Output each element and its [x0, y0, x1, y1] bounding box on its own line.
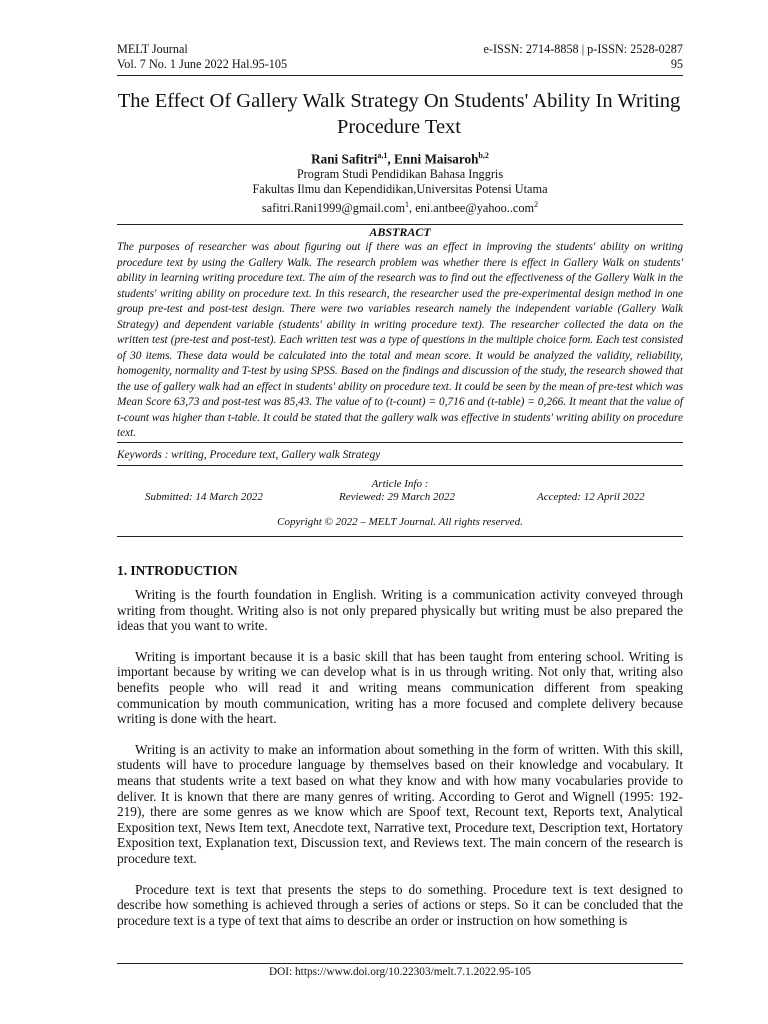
- author-name: Rani Safitri: [311, 151, 378, 167]
- date-submitted: Submitted: 14 March 2022: [145, 491, 263, 503]
- info-bottom-rule: [117, 536, 683, 537]
- journal-issn: e-ISSN: 2714-8858 | p-ISSN: 2528-0287: [483, 42, 683, 56]
- author-separator: ,: [387, 151, 395, 167]
- running-header-right: [484, 42, 683, 72]
- body-paragraph: Writing is an activity to make an information about something in the form of written. With this skill, students will have to procedure language by themselves based on their knowledge and vocabulary. It means that students write a text based on what they know and with how many vocabularies provide to deliver. It is known that there are many genres of writing. According to Gerot and Wignell (1995: 192-219), there are some genres as we know which are Spoof text, Recount text, Reports text, Analytical Exposition text, News Item text, Anecdote text, Narrative text, Procedure text, Description text, Hortatory Exposition text, Explanation text, Discussion text, and Reviews text. The main concern of the research is procedure text.: [117, 741, 683, 866]
- author-line: [117, 151, 683, 167]
- email-address: eni.antbee@yahoo..com: [415, 201, 535, 216]
- email-superscript: 1: [405, 200, 410, 210]
- journal-volume: Vol. 7 No. 1 June 2022 Hal.95-105: [117, 57, 288, 71]
- doi-footer: DOI: https://www.doi.org/10.22303/melt.7.1.2022.95-105: [268, 966, 532, 978]
- body-paragraph: Writing is the fourth foundation in English. Writing is a communication activity conveyed through writing from thought. Writing also is not only prepared physically but writing must be also prepared the ideas that you want to write.: [117, 587, 683, 634]
- paper-title: The Effect Of Gallery Walk Strategy On Students' Ability In Writing Procedure Text: [117, 90, 681, 138]
- affiliation-faculty: Fakultas Ilmu dan Kependidikan,Universitas Potensi Utama: [252, 182, 548, 197]
- body-paragraph: Writing is important because it is a basic skill that has been taught from entering school. Writing is important because by writing we can develop what is in us through writing. Not only that, writing also benefits people who will read it and writing means communication different from speaking communication by mouth communication, writing has a more focused and complete delivery because writing is done with the heart.: [117, 648, 683, 727]
- article-info-heading: Article Info :: [371, 478, 429, 490]
- body-paragraph: Procedure text is text that presents the steps to do something. Procedure text is text designed to describe how something is achieved through a series of actions or steps. So it can be concluded that the procedure text is a type of text that aims to describe an order or instruction on how something is: [117, 881, 683, 928]
- email-separator: ,: [409, 201, 416, 216]
- copyright-notice: Copyright © 2022 – MELT Journal. All rights reserved.: [277, 516, 523, 528]
- affiliation-block: [117, 167, 683, 217]
- journal-name: MELT Journal: [117, 42, 188, 56]
- section-heading-introduction: 1. INTRODUCTION: [117, 563, 238, 578]
- header-divider: [117, 75, 683, 76]
- running-header-left: [117, 42, 287, 72]
- email-address: safitri.Rani1999@gmail.com: [261, 201, 406, 216]
- email-superscript: 2: [534, 200, 539, 210]
- author-emails: [117, 197, 683, 216]
- author-superscript: b,2: [478, 151, 489, 160]
- keywords-bottom-rule: [117, 465, 683, 466]
- page-number: 95: [670, 57, 683, 71]
- abstract-text: The purposes of researcher was about figuring out if there was an effect in improving the students' ability on writing procedure text by using the Gallery Walk. The research problem was whether there is effect in Gallery Walk on students' ability in learning writing procedure text. The aim of the research was to find out the effectiveness of the Gallery Walk in the students' writing ability on procedure text. In this research, the researcher used the pre-experimental design method in one group pre-test and post-test design. There were two variables research namely the independent variable (Gallery Walk Strategy) and dependent variable (students' ability in writing procedure text). The researcher collected the data on the written test (pre-test and post-test). Each written test was a type of questions in the multiple choice form. Each test consisted of 30 items. These data would be calculated into the total and mean score. It would be analyzed the validity, reliability, homogenity, normality and T-test by using SPSS. Based on the findings and discussion of the study, the research showed that the use of gallery walk had an effect in students' ability on procedure text. It could be seen by the mean of pre-test which was Mean Score 63,73 and post-test was 85,43. The value of to (t-count) = 0,716 and (t-table) = 0,266. It meant that the value of t-count was higher than t-table. It could be stated that the gallery walk was effective in students' writing ability on procedure text.: [117, 241, 683, 439]
- author-superscript: a,1: [377, 151, 388, 160]
- date-accepted: Accepted: 12 April 2022: [537, 491, 645, 503]
- affiliation-program: Program Studi Pendidikan Bahasa Inggris: [296, 167, 504, 181]
- keywords-top-rule: [117, 442, 683, 443]
- introduction-body: [117, 587, 683, 943]
- date-reviewed: Reviewed: 29 March 2022: [339, 491, 455, 503]
- footer-divider: [117, 963, 683, 964]
- abstract-heading: ABSTRACT: [369, 225, 431, 239]
- keywords: Keywords : writing, Procedure text, Gallery walk Strategy: [117, 449, 381, 461]
- author-name: Enni Maisaroh: [394, 151, 479, 167]
